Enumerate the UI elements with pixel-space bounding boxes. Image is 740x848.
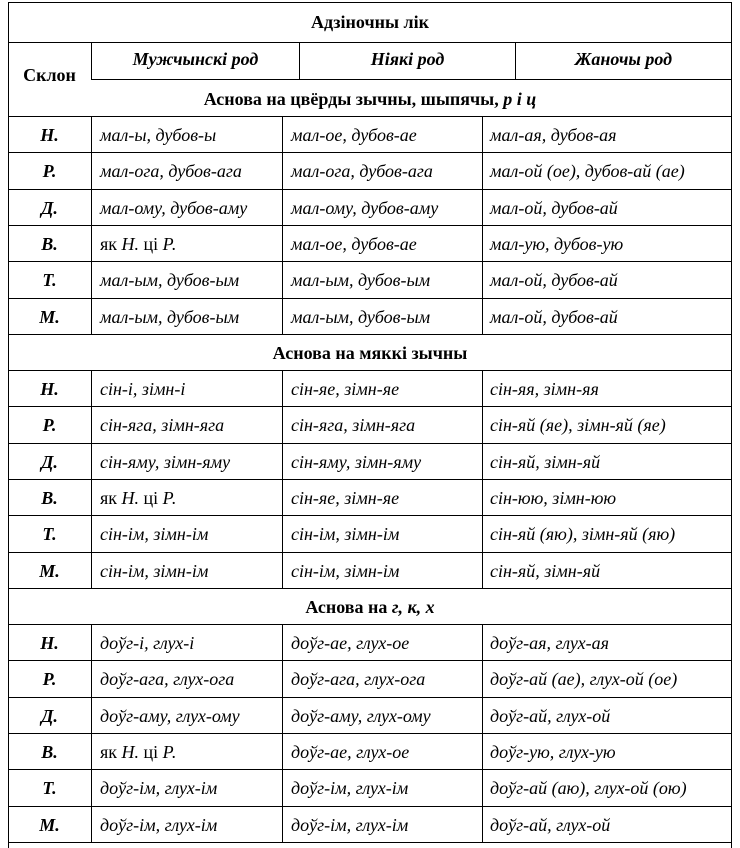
masculine-form: доўг-ім, глух-ім [100,778,218,798]
feminine-form: мал-ой, дубов-ай [490,198,618,218]
table-rule [8,552,732,553]
masculine-form: сін-і, зімн-і [100,379,186,399]
case-column-header: Склон [23,65,76,85]
section-heading-text: Аснова на мяккі зычны [272,343,468,363]
masculine-form-part: як [100,234,122,254]
neuter-form: мал-ое, дубов-ае [291,125,417,145]
feminine-form: сін-яй (яе), зімн-яй (яе) [490,415,666,435]
table-rule [8,116,732,117]
neuter-form: доўг-ім, глух-ім [291,815,409,835]
table-rule [8,697,732,698]
case-label: Т. [42,524,57,544]
section-heading [8,598,732,616]
feminine-form: мал-ая, дубов-ая [490,125,617,145]
case-label: Т. [42,778,57,798]
table-rule [8,298,732,299]
masculine-form-part: Р. [162,488,177,508]
table-rule [8,152,732,153]
table-title: Адзіночны лік [310,12,429,32]
neuter-form: доўг-ага, глух-ога [291,669,426,689]
case-label: Р. [42,415,57,435]
masculine-form: мал-ога, дубов-ага [100,161,242,181]
table-border-right [731,2,732,848]
case-label: Д. [41,706,58,726]
case-label: В. [41,234,58,254]
neuter-form: сін-ім, зімн-ім [291,561,400,581]
neuter-form: сін-яе, зімн-яе [291,379,400,399]
neuter-form: сін-яе, зімн-яе [291,488,400,508]
masculine-form: мал-ы, дубов-ы [100,125,217,145]
masculine-form: доўг-і, глух-і [100,633,195,653]
feminine-form: мал-ой (ое), дубов-ай (ае) [490,161,685,181]
case-label: Н. [40,379,59,399]
feminine-form: сін-яй, зімн-яй [490,452,601,472]
masculine-form: сін-ім, зімн-ім [100,524,209,544]
table-rule [8,479,732,480]
table-rule [8,769,732,770]
masculine-form: сін-яму, зімн-яму [100,452,231,472]
masculine-header: Мужчынскі род [132,49,259,69]
neuter-header: Ніякі род [370,49,445,69]
neuter-form: мал-ое, дубов-ае [291,234,417,254]
masculine-form: мал-ым, дубов-ым [100,307,240,327]
table-rule [8,588,732,589]
masculine-form: мал-ому, дубов-аму [100,198,248,218]
neuter-form: мал-ым, дубов-ым [291,270,431,290]
section-heading [8,344,732,362]
table-rule [91,79,732,80]
neuter-form: сін-яга, зімн-яга [291,415,416,435]
table-rule [8,806,732,807]
feminine-form: мал-ой, дубов-ай [490,270,618,290]
table-rule [8,515,732,516]
masculine-form-part: як [100,488,122,508]
neuter-form: мал-ым, дубов-ым [291,307,431,327]
table-rule [8,189,732,190]
masculine-form-part: Н. [121,742,140,762]
section-heading-text: Аснова на [305,597,392,617]
neuter-form: сін-яму, зімн-яму [291,452,422,472]
masculine-form [100,489,176,507]
table-rule [8,406,732,407]
feminine-form: мал-ую, дубов-ую [490,234,624,254]
feminine-form: доўг-ую, глух-ую [490,742,616,762]
masculine-form: мал-ым, дубов-ым [100,270,240,290]
masculine-form-part: Р. [162,234,177,254]
table-rule [8,733,732,734]
masculine-form-part: Н. [121,234,140,254]
feminine-form: сін-юю, зімн-юю [490,488,617,508]
masculine-form-part: ці [139,742,163,762]
case-label: Т. [42,270,57,290]
case-label: В. [41,742,58,762]
feminine-form: доўг-ай, глух-ой [490,815,611,835]
feminine-form: сін-яй, зімн-яй [490,561,601,581]
feminine-form: доўг-ай (аю), глух-ой (ою) [490,778,687,798]
masculine-form-part: Р. [162,742,177,762]
case-label: Д. [41,452,58,472]
feminine-form: доўг-ай, глух-ой [490,706,611,726]
case-label: Н. [40,633,59,653]
table-rule [8,334,732,335]
masculine-form [100,235,176,253]
table-rule [8,42,732,43]
neuter-form: мал-ога, дубов-ага [291,161,433,181]
masculine-form: доўг-ім, глух-ім [100,815,218,835]
masculine-form: доўг-ага, глух-ога [100,669,235,689]
table-rule [8,624,732,625]
feminine-form: мал-ой, дубов-ай [490,307,618,327]
feminine-form: доўг-ай (ае), глух-ой (ое) [490,669,678,689]
table-rule [8,660,732,661]
neuter-form: доўг-аму, глух-ому [291,706,431,726]
neuter-form: доўг-ае, глух-ое [291,633,410,653]
table-rule [8,443,732,444]
case-label: Д. [41,198,58,218]
case-label: В. [41,488,58,508]
section-heading [8,90,732,108]
section-heading-letters: р і ц [503,89,537,109]
masculine-form-part: як [100,742,122,762]
masculine-form-part: ці [139,488,163,508]
feminine-form: доўг-ая, глух-ая [490,633,609,653]
feminine-form: сін-яя, зімн-яя [490,379,599,399]
neuter-form: доўг-ім, глух-ім [291,778,409,798]
table-rule [8,370,732,371]
table-rule [8,225,732,226]
declension-table [8,2,732,848]
case-label: Р. [42,669,57,689]
section-heading-letters: г, к, х [391,597,435,617]
masculine-form [100,743,176,761]
neuter-form: доўг-ае, глух-ое [291,742,410,762]
masculine-form-part: ці [139,234,163,254]
feminine-form: сін-яй (яю), зімн-яй (яю) [490,524,676,544]
section-heading-text: Аснова на цвёрды зычны, шыпячы, [203,89,504,109]
case-label: М. [39,307,60,327]
masculine-form: доўг-аму, глух-ому [100,706,240,726]
case-label: Н. [40,125,59,145]
masculine-form: сін-ім, зімн-ім [100,561,209,581]
table-rule [8,842,732,843]
case-label: М. [39,561,60,581]
table-border-top [8,2,732,3]
table-rule [8,261,732,262]
neuter-form: сін-ім, зімн-ім [291,524,400,544]
masculine-form-part: Н. [121,488,140,508]
neuter-form: мал-ому, дубов-аму [291,198,439,218]
case-label: М. [39,815,60,835]
feminine-header: Жаночы род [574,49,673,69]
masculine-form: сін-яга, зімн-яга [100,415,225,435]
case-label: Р. [42,161,57,181]
